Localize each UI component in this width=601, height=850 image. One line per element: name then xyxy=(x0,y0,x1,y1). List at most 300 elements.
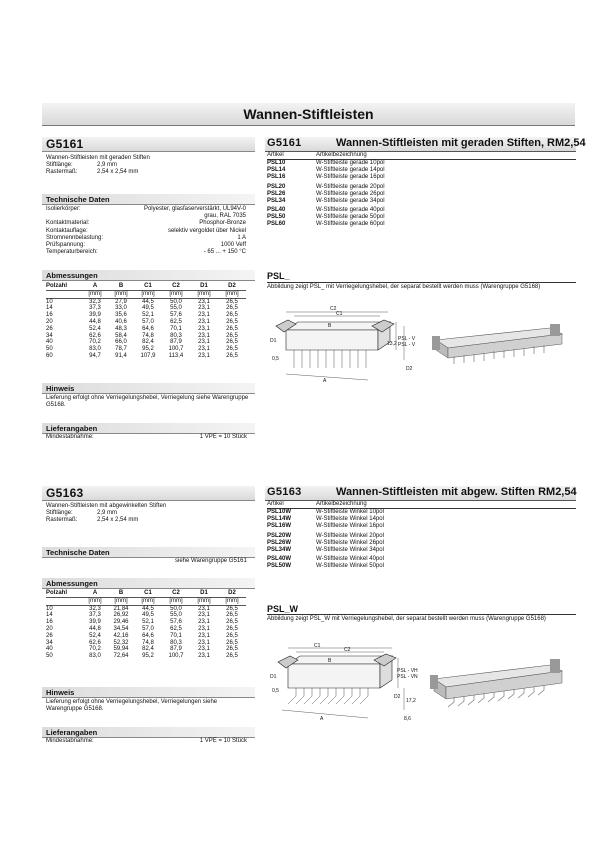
g5163-article-row xyxy=(267,547,576,554)
g5161-dim-cell: 23,1 xyxy=(198,312,210,319)
g5163-article-row xyxy=(267,509,576,516)
g5163-article-row xyxy=(267,556,576,563)
g5161-dim-unit-cell xyxy=(46,290,82,298)
g5161-dim-cell: 26,5 xyxy=(226,298,238,305)
g5161-dim-cell: 39,9 xyxy=(89,312,101,319)
g5163-label-c1: C1 xyxy=(314,643,321,649)
g5161-dim-cell: 55,0 xyxy=(170,305,182,312)
g5163-liefer-title: Lieferangaben xyxy=(46,728,98,737)
g5161-tech-row xyxy=(46,242,246,249)
g5163-dim-cell: 57,0 xyxy=(142,625,154,632)
g5163-dim-cell: 40 xyxy=(46,646,53,653)
g5163-article-group xyxy=(267,556,576,570)
g5163-article-row xyxy=(267,523,576,530)
g5163-dim-cell: 23,1 xyxy=(198,612,210,619)
g5163-fig-title: PSL_W xyxy=(267,604,299,614)
g5161-dim-cell: 48,3 xyxy=(115,325,127,332)
g5161-pins xyxy=(294,350,366,368)
g5161-dim-unit-cell: [mm] xyxy=(218,290,246,298)
g5163-article-row xyxy=(267,540,576,547)
g5163-dim-cell: 44,8 xyxy=(89,625,101,632)
g5161-dim-cell: 26 xyxy=(46,325,53,332)
g5161-tech-row xyxy=(46,235,246,242)
g5161-dim-row xyxy=(46,346,246,353)
g5163-dim-cell: 95,2 xyxy=(142,653,154,660)
g5163-dim-cell: 26 xyxy=(46,632,53,639)
g5161-label-05: 0,5 xyxy=(272,356,279,362)
g5163-article-code: PSL10W xyxy=(267,509,292,515)
g5161-label-pslv: PSL - V xyxy=(398,336,416,342)
g5161-dim-row xyxy=(46,312,246,319)
g5161-label-d2: D2 xyxy=(406,366,413,372)
g5161-dim-cell: 100,7 xyxy=(168,346,184,353)
g5161-article-code: PSL40 xyxy=(267,207,286,214)
g5163-dim-row xyxy=(46,640,246,647)
g5163-dim-header xyxy=(46,590,246,597)
g5161-dim-header-cell: Polzahl xyxy=(46,283,82,290)
g5161-stift-value: 2,9 mm xyxy=(97,162,118,168)
g5163-dim-cell: 29,46 xyxy=(113,619,129,626)
g5163-dim-header-cell: C1 xyxy=(134,590,162,597)
g5163-dim-title: Abmessungen xyxy=(46,579,98,588)
g5161-tech-title: Technische Daten xyxy=(46,195,110,204)
g5163-dim-row xyxy=(46,626,246,633)
g5163-dim-cell: 62,6 xyxy=(89,639,101,646)
g5161-dim-cell: 50 xyxy=(46,346,53,353)
g5161-article-row xyxy=(267,174,576,181)
g5163-article-code: PSL14W xyxy=(267,515,292,522)
g5161-dim-cell: 62,5 xyxy=(170,318,182,325)
g5161-dim-cell: 57,0 xyxy=(142,318,154,325)
g5161-dim-cell: 52,1 xyxy=(142,312,154,319)
g5161-dim-cell: 50,0 xyxy=(170,298,182,305)
g5161-dim-cell: 32,3 xyxy=(89,298,101,305)
g5161-tech-value: 1 A xyxy=(237,234,246,241)
g5163-dim-cell: 42,16 xyxy=(113,632,129,639)
g5163-dim-cell: 70,2 xyxy=(89,646,101,653)
g5163-dim-unit-cell: [mm] xyxy=(218,597,246,605)
g5161-article-code: PSL20 xyxy=(267,183,286,190)
g5161-fig-title: PSL_ xyxy=(267,271,290,281)
g5163-dim-cell: 23,1 xyxy=(198,653,210,660)
g5161-dim-cell: 23,1 xyxy=(198,298,210,305)
g5161-dim-cell: 44,5 xyxy=(142,298,154,305)
g5161-dim-unit-cell: [mm] xyxy=(108,290,134,298)
g5161-tech-list xyxy=(46,206,246,256)
g5163-dim-cell: 23,1 xyxy=(198,646,210,653)
g5161-tech-key: Kontaktmaterial: xyxy=(46,220,90,227)
g5163-dim-cell: 87,9 xyxy=(170,646,182,653)
g5163-dim-cell: 83,0 xyxy=(89,653,101,660)
g5163-dim-cell: 26,5 xyxy=(226,632,238,639)
g5161-label-c2: C2 xyxy=(330,306,337,312)
g5163-dim-cell: 64,6 xyxy=(142,632,154,639)
g5163-article-desc: W-Stiftleiste Winkel 50pol xyxy=(316,563,384,570)
g5161-dim-cell: 49,5 xyxy=(142,305,154,312)
g5163-dim-row xyxy=(46,633,246,640)
g5163-dim-cell: 52,4 xyxy=(89,632,101,639)
g5161-art-code: G5161 xyxy=(267,137,302,149)
g5161-tech-value: 1000 Veff xyxy=(220,242,246,249)
g5161-dim-cell: 27,9 xyxy=(115,298,127,305)
g5163-dim-cell: 37,3 xyxy=(89,612,101,619)
g5161-dim-row xyxy=(46,305,246,312)
g5161-dim-cell: 16 xyxy=(46,312,53,319)
g5163-dim-cell: 10 xyxy=(46,605,53,612)
g5163-dim-cell: 26,5 xyxy=(226,619,238,626)
g5161-dim-header-cell: C1 xyxy=(134,283,162,290)
g5163-dim-header-cell: D2 xyxy=(218,590,246,597)
g5163-article-code: PSL26W xyxy=(267,539,292,546)
g5161-dim-row xyxy=(46,326,246,333)
g5161-tech-row xyxy=(46,228,246,235)
g5161-dim-cell: 82,4 xyxy=(142,339,154,346)
g5163-label-d1: D1 xyxy=(270,674,277,680)
g5161-tech-key: Stromnennbelastung: xyxy=(46,234,104,241)
g5161-dim-cell: 26,5 xyxy=(226,346,238,353)
g5163-dim-cell: 50 xyxy=(46,653,53,660)
g5163-dim-cell: 16 xyxy=(46,619,53,626)
g5163-article-code: PSL34W xyxy=(267,546,292,553)
g5163-liefer-label: Mindestabnahme: xyxy=(46,738,94,744)
g5163-stift-value: 2,9 mm xyxy=(97,510,118,516)
g5161-code: G5161 xyxy=(46,137,84,151)
g5161-dim-cell: 10 xyxy=(46,298,53,305)
g5161-dim-cell: 26,5 xyxy=(226,305,238,312)
g5163-label-c2: C2 xyxy=(344,647,351,653)
g5163-article-desc: W-Stiftleiste Winkel 26pol xyxy=(316,539,384,546)
g5163-stift-label: Stiftlänge: xyxy=(46,510,73,516)
g5161-dim-header xyxy=(46,283,246,290)
g5163-tech-title: Technische Daten xyxy=(46,548,110,557)
g5163-article-desc: W-Stiftleiste Winkel 16pol xyxy=(316,522,384,529)
g5163-label-86: 8,6 xyxy=(404,716,411,722)
g5161-tech-value: grau, RAL 7035 xyxy=(204,213,246,220)
g5161-dim-cell: 26,5 xyxy=(226,325,238,332)
g5161-dim-cell: 57,6 xyxy=(170,312,182,319)
g5163-dim-cell: 80,3 xyxy=(170,639,182,646)
g5161-article-list xyxy=(267,160,576,231)
g5163-liefer-row xyxy=(46,738,247,745)
g5163-dim-header-cell: B xyxy=(108,590,134,597)
g5161-art-colhead xyxy=(267,152,576,160)
g5163-dim-unit-cell: [mm] xyxy=(108,597,134,605)
g5163-intro xyxy=(46,503,256,524)
g5161-article-row xyxy=(267,207,576,214)
g5161-article-desc: W-Stiftleiste gerade 14pol xyxy=(316,166,385,173)
g5163-dim-cell: 26,5 xyxy=(226,653,238,660)
g5163-article-code: PSL40W xyxy=(267,556,292,563)
g5163-dim-cell: 74,8 xyxy=(142,639,154,646)
g5161-fig-caption: Abbildung zeigt PSL_ mit Verriegelungshebel, der separat bestellt werden muss (Warengruppe G5168) xyxy=(267,284,541,290)
g5161-article-desc: W-Stiftleiste gerade 60pol xyxy=(316,221,385,228)
g5163-dim-units xyxy=(46,597,246,605)
g5163-dim-row xyxy=(46,653,246,660)
g5161-dim-cell: 40 xyxy=(46,339,53,346)
g5161-dim-cell: 62,6 xyxy=(89,332,101,339)
g5161-dim-cell: 14 xyxy=(46,305,53,312)
g5161-fig-rule xyxy=(267,282,576,283)
g5163-label-172: 17,2 xyxy=(406,698,416,704)
g5163-dim-cell: 26,5 xyxy=(226,639,238,646)
g5163-tech-ref: siehe Warengruppe G5161 xyxy=(175,558,247,564)
g5163-dim-cell: 26,92 xyxy=(113,612,129,619)
g5161-dim-header-cell: D1 xyxy=(190,283,218,290)
g5163-dim-cell: 59,94 xyxy=(113,646,129,653)
g5161-article-row xyxy=(267,160,576,167)
g5161-dim-cell: 95,2 xyxy=(142,346,154,353)
g5163-dim-cell: 57,6 xyxy=(170,619,182,626)
g5161-article-desc: W-Stiftleiste gerade 10pol xyxy=(316,160,385,166)
g5163-label-pslvn: PSL - VN xyxy=(397,674,418,680)
g5161-label-13: 13,2 xyxy=(387,341,397,347)
g5163-article-desc: W-Stiftleiste Winkel 40pol xyxy=(316,556,384,563)
g5163-article-list xyxy=(267,509,576,573)
g5161-dim-cell: 40,6 xyxy=(115,318,127,325)
g5161-desc: Wannen-Stiftleisten mit geraden Stiften xyxy=(46,155,150,161)
g5161-dim-unit-cell: [mm] xyxy=(134,290,162,298)
g5161-article-row xyxy=(267,191,576,198)
g5163-dim-header-cell: C2 xyxy=(162,590,190,597)
g5161-dim-cell: 66,0 xyxy=(115,339,127,346)
g5161-tech-key: Prüfspannung: xyxy=(46,242,86,249)
g5161-liefer-value: 1 VPE = 10 Stück xyxy=(199,434,247,440)
g5163-dim-cell: 100,7 xyxy=(168,653,184,660)
g5163-dim-header-cell: A xyxy=(82,590,108,597)
g5161-dim-row xyxy=(46,319,246,326)
g5163-dim-cell: 50,0 xyxy=(170,605,182,612)
g5163-dim-cell: 26,5 xyxy=(226,605,238,612)
g5161-label-d1: D1 xyxy=(270,338,277,344)
g5161-dim-cell: 80,3 xyxy=(170,332,182,339)
g5163-dim-cell: 23,1 xyxy=(198,625,210,632)
g5161-label-a: A xyxy=(323,378,327,384)
g5161-label-psl: PSL - V xyxy=(398,342,416,348)
g5163-dim-cell: 23,1 xyxy=(198,639,210,646)
g5161-art-title: Wannen-Stiftleisten mit geraden Stiften, RM2,54 xyxy=(336,137,586,149)
g5161-dim-row xyxy=(46,333,246,340)
g5163-art-code: G5163 xyxy=(267,486,302,498)
g5161-stift-label: Stiftlänge: xyxy=(46,162,73,168)
g5161-article-row xyxy=(267,167,576,174)
g5163-dim-header-cell: Polzahl xyxy=(46,590,82,597)
g5161-dim-title: Abmessungen xyxy=(46,271,98,280)
g5163-dim-row xyxy=(46,646,246,653)
g5161-article-code: PSL16 xyxy=(267,173,286,180)
g5161-tech-row xyxy=(46,206,246,213)
g5161-dim-cell: 52,4 xyxy=(89,325,101,332)
g5163-article-row xyxy=(267,563,576,570)
g5161-dim-table xyxy=(46,283,246,360)
g5161-label-b: B xyxy=(328,323,332,329)
g5163-dim-table xyxy=(46,590,246,660)
g5161-dim-cell: 26,5 xyxy=(226,339,238,346)
g5161-dim-cell: 35,6 xyxy=(115,312,127,319)
g5161-article-desc: W-Stiftleiste gerade 16pol xyxy=(316,173,385,180)
g5163-dim-row xyxy=(46,612,246,619)
g5161-liefer-label: Mindestabnahme: xyxy=(46,434,94,440)
g5161-dim-cell: 94,7 xyxy=(89,352,101,359)
g5161-dim-units xyxy=(46,290,246,298)
g5163-article-desc: W-Stiftleiste Winkel 34pol xyxy=(316,546,384,553)
g5161-dim-cell: 87,9 xyxy=(170,339,182,346)
g5161-article-desc: W-Stiftleiste gerade 40pol xyxy=(316,207,385,214)
g5161-dim-cell: 83,0 xyxy=(89,346,101,353)
g5163-fig-caption: Abbildung zeigt PSL_W mit Verriegelungshebel, der separat bestellt werden muss (Warengruppe G5168) xyxy=(267,616,546,622)
g5161-article-code: PSL10 xyxy=(267,160,286,166)
g5161-tech-row xyxy=(46,213,246,220)
g5161-article-row xyxy=(267,214,576,221)
g5161-dim-cell: 70,2 xyxy=(89,339,101,346)
g5161-dim-row xyxy=(46,353,246,360)
g5161-tech-value: Polyester, glasfaserverstärkt, UL94V-0 xyxy=(143,206,246,212)
g5161-dim-cell: 74,8 xyxy=(142,332,154,339)
g5161-dim-cell: 91,4 xyxy=(115,352,127,359)
g5163-raster-value: 2,54 x 2,54 mm xyxy=(97,517,139,523)
g5161-article-code: PSL26 xyxy=(267,190,286,197)
g5161-tech-row xyxy=(46,249,246,256)
g5161-article-desc: W-Stiftleiste gerade 26pol xyxy=(316,190,385,197)
g5163-fig-rule xyxy=(267,614,576,615)
g5163-dim-cell: 34,54 xyxy=(113,625,129,632)
g5163-dim-unit-cell: [mm] xyxy=(162,597,190,605)
g5163-dim-cell: 82,4 xyxy=(142,646,154,653)
g5163-dim-cell: 32,3 xyxy=(89,605,101,612)
g5161-article-desc: W-Stiftleiste gerade 50pol xyxy=(316,214,385,221)
g5161-dim-cell: 23,1 xyxy=(198,352,210,359)
g5163-article-row xyxy=(267,533,576,540)
g5163-label-pslvh: PSL - VH xyxy=(397,668,418,674)
g5161-dim-header-cell: B xyxy=(108,283,134,290)
g5161-article-code: PSL14 xyxy=(267,166,286,173)
g5161-dim-cell: 20 xyxy=(46,318,53,325)
g5163-label-b: B xyxy=(328,658,332,664)
g5163-art-title: Wannen-Stiftleisten mit abgew. Stiften RM2,54 xyxy=(336,486,577,498)
g5161-article-group xyxy=(267,184,576,205)
g5163-art-colhead xyxy=(267,501,576,509)
g5161-dim-cell: 23,1 xyxy=(198,332,210,339)
g5161-dim-cell: 26,5 xyxy=(226,318,238,325)
g5163-dim-cell: 44,5 xyxy=(142,605,154,612)
g5161-dim-cell: 60 xyxy=(46,352,53,359)
g5161-article-group xyxy=(267,207,576,228)
g5163-dim-cell: 26,5 xyxy=(226,612,238,619)
g5163-dim-cell: 20 xyxy=(46,625,53,632)
g5161-tech-value: selektiv vergoldet über Nickel xyxy=(167,227,246,234)
g5161-article-desc: W-Stiftleiste gerade 20pol xyxy=(316,183,385,190)
g5163-article-desc: W-Stiftleiste Winkel 20pol xyxy=(316,532,384,539)
g5163-dim-cell: 72,64 xyxy=(113,653,129,660)
g5163-dim-row xyxy=(46,605,246,612)
g5163-hinweis-title: Hinweis xyxy=(46,688,75,697)
g5161-dim-header-cell: A xyxy=(82,283,108,290)
g5161-article-code: PSL50 xyxy=(267,214,286,221)
g5161-tech-key: Kontaktauflage: xyxy=(46,227,88,234)
g5161-dim-cell: 26,5 xyxy=(226,312,238,319)
g5161-liefer-row xyxy=(46,434,247,441)
g5161-dim-cell: 107,9 xyxy=(140,352,156,359)
g5161-dim-row xyxy=(46,298,246,305)
g5161-label-c1: C1 xyxy=(336,311,343,317)
g5161-article-row xyxy=(267,184,576,191)
g5163-art-col1: Artikel xyxy=(267,501,284,507)
g5161-raster-value: 2,54 x 2,54 mm xyxy=(97,169,139,175)
g5163-article-row xyxy=(267,516,576,523)
g5161-dim-cell: 33,0 xyxy=(115,305,127,312)
g5163-dim-cell: 62,5 xyxy=(170,625,182,632)
g5163-article-group xyxy=(267,533,576,554)
g5161-dim-cell: 78,7 xyxy=(115,346,127,353)
g5161-technical-drawing xyxy=(268,300,418,385)
g5163-desc: Wannen-Stiftleisten mit abgewinkelten Stiften xyxy=(46,503,167,509)
g5163-code: G5163 xyxy=(46,486,84,500)
g5161-dim-header-cell: D2 xyxy=(218,283,246,290)
g5161-dim-cell: 26,5 xyxy=(226,332,238,339)
g5161-dim-cell: 37,3 xyxy=(89,305,101,312)
g5161-article-code: PSL60 xyxy=(267,221,286,228)
g5161-article-group xyxy=(267,160,576,181)
g5161-dim-cell: 70,1 xyxy=(170,325,182,332)
g5163-article-code: PSL16W xyxy=(267,522,292,529)
g5163-dim-cell: 52,32 xyxy=(113,639,129,646)
g5161-intro xyxy=(46,155,256,176)
g5163-article-desc: W-Stiftleiste Winkel 14pol xyxy=(316,515,384,522)
g5163-dim-header-cell: D1 xyxy=(190,590,218,597)
g5163-dim-cell: 23,1 xyxy=(198,605,210,612)
g5161-article-row xyxy=(267,221,576,228)
g5161-dim-cell: 44,8 xyxy=(89,318,101,325)
g5163-article-code: PSL20W xyxy=(267,532,292,539)
g5163-dim-unit-cell: [mm] xyxy=(134,597,162,605)
g5163-dim-cell: 39,9 xyxy=(89,619,101,626)
g5163-article-code: PSL50W xyxy=(267,563,292,570)
g5163-technical-drawing xyxy=(268,640,418,725)
g5163-dim-cell: 26,5 xyxy=(226,625,238,632)
g5161-dim-cell: 23,1 xyxy=(198,318,210,325)
g5163-label-d2: D2 xyxy=(394,694,401,700)
g5163-product-photo xyxy=(430,655,570,710)
g5161-dim-cell: 113,4 xyxy=(168,352,184,359)
g5163-raster-label: Rastermaß: xyxy=(46,517,78,523)
g5161-raster-label: Rastermaß: xyxy=(46,169,78,175)
g5161-art-col2: Artikelbezeichnung xyxy=(316,152,367,158)
g5163-art-col2: Artikelbezeichnung xyxy=(316,501,367,507)
g5161-tech-row xyxy=(46,220,246,227)
g5163-dim-cell: 23,1 xyxy=(198,632,210,639)
g5161-liefer-title: Lieferangaben xyxy=(46,424,98,433)
g5163-dim-cell: 26,5 xyxy=(226,646,238,653)
g5163-dim-row xyxy=(46,619,246,626)
g5161-dim-unit-cell: [mm] xyxy=(82,290,108,298)
g5163-dim-unit-cell xyxy=(46,597,82,605)
g5161-dim-cell: 34 xyxy=(46,332,53,339)
g5163-dim-cell: 52,1 xyxy=(142,619,154,626)
g5163-dim-cell: 23,1 xyxy=(198,619,210,626)
g5161-hinweis-text: Lieferung erfolgt ohne Verriegelungshebel, Verriegelung siehe Warengruppe G5168. xyxy=(46,395,249,408)
g5161-article-desc: W-Stiftleiste gerade 34pol xyxy=(316,197,385,204)
g5163-liefer-value: 1 VPE = 10 Stück xyxy=(199,738,247,744)
g5161-dim-cell: 23,1 xyxy=(198,325,210,332)
g5161-tech-key: Isolierkörper: xyxy=(46,206,81,212)
g5163-dim-cell: 14 xyxy=(46,612,53,619)
g5161-article-code: PSL34 xyxy=(267,197,286,204)
g5163-article-group xyxy=(267,509,576,530)
g5163-dim-cell: 21,84 xyxy=(113,605,129,612)
g5161-tech-value: Phosphor-Bronze xyxy=(199,220,246,227)
g5163-hinweis-text: Lieferung erfolgt ohne Verriegelungshebel, Verriegelungen siehe Warengruppe G5168. xyxy=(46,699,218,712)
g5161-product-photo xyxy=(432,318,567,368)
g5161-dim-cell: 23,1 xyxy=(198,339,210,346)
